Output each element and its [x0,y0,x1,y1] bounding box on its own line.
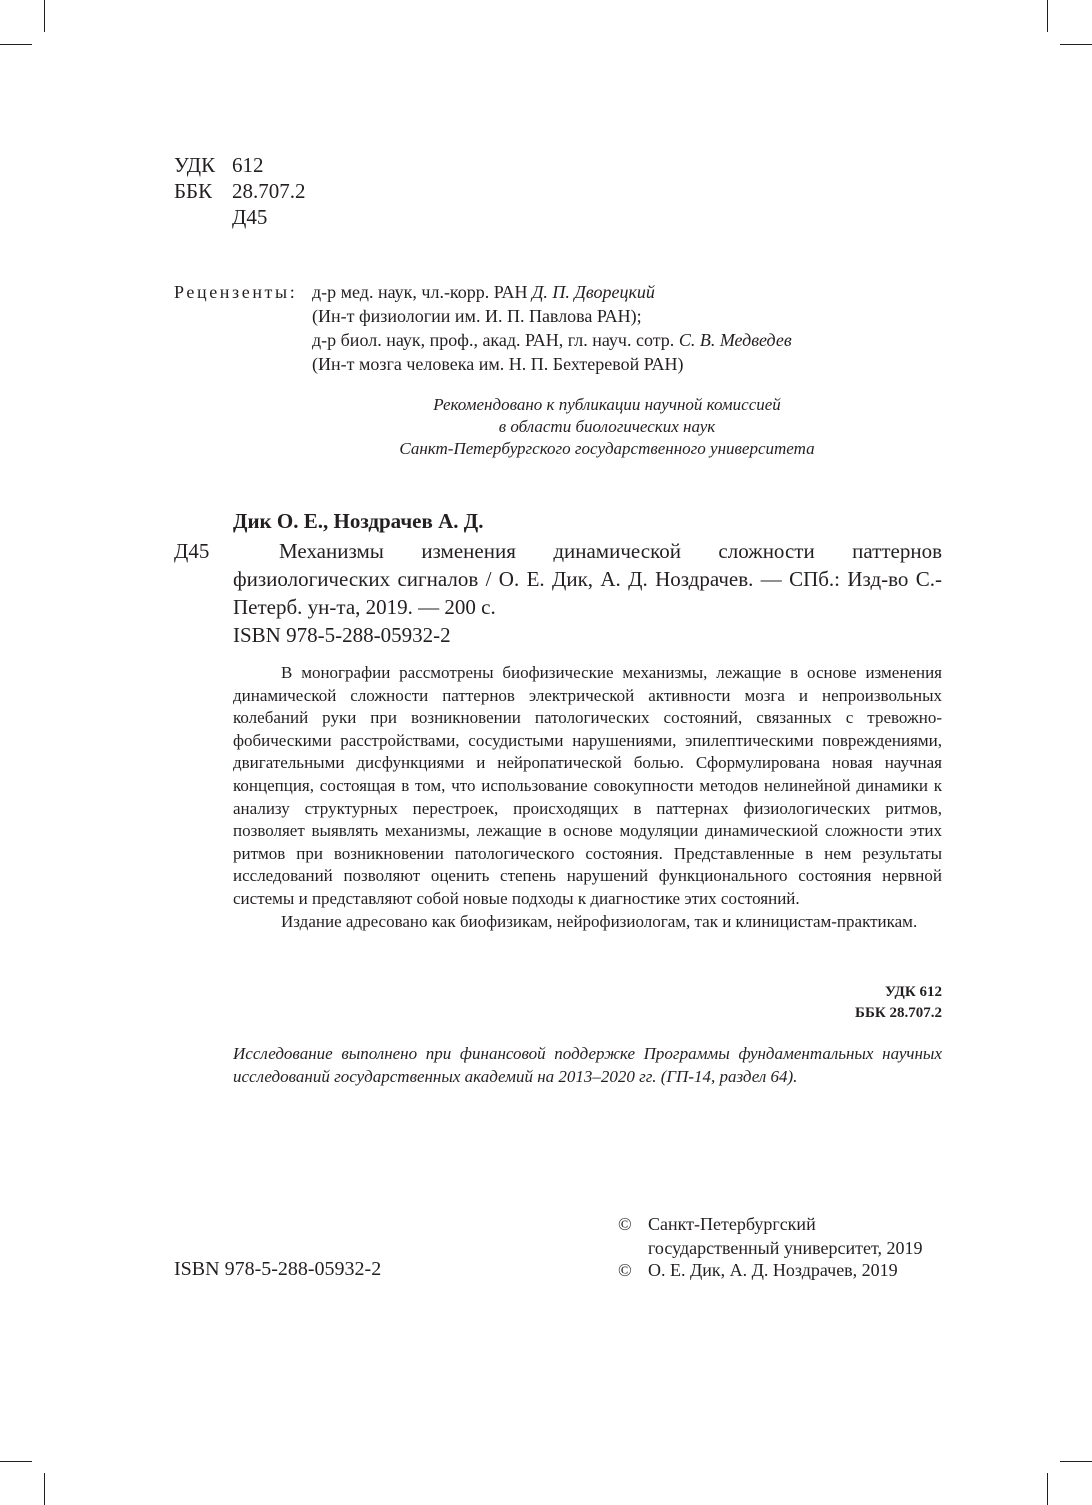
crop-mark [44,0,45,32]
abstract-paragraph: Издание адресовано как биофизикам, нейрофизиологам, так и клиницистам-практикам. [281,911,918,931]
book-isbn: ISBN 978-5-288-05932-2 [233,623,451,647]
abstract [233,662,942,933]
copyright-line: Санкт-Петербургский [648,1214,816,1234]
crop-mark [1060,44,1092,45]
udk-label: УДК [174,153,216,177]
crop-mark [1047,1473,1048,1505]
recommendation [174,394,1040,460]
copyright-line: О. Е. Дик, А. Д. Ноздрачев, 2019 [648,1260,898,1280]
classification-block [174,152,306,230]
copyright-symbol: © [618,1260,632,1280]
recommendation-line: Рекомендовано к публикации научной комиссией [433,395,781,414]
crop-mark [1060,1461,1092,1462]
grant-note: Исследование выполнено при финансовой поддержке Программы фундаментальных научных исследований государственных академий на 2013–2020 гг. (ГП-14, раздел 64). [233,1044,942,1086]
reviewers-list [312,280,792,376]
copyright-line: государственный университет, 2019 [648,1238,923,1258]
recommendation-line: в области биологических наук [498,417,716,436]
udk-code: УДК 612 [885,984,942,1000]
copyright-university [618,1212,923,1260]
classification-codes [600,982,942,1024]
authors-heading: Дик О. Е., Ноздрачев А. Д. [233,509,484,533]
copyright-authors [618,1258,898,1282]
author-mark-side: Д45 [174,539,210,563]
bbk-value: 28.707.2 [232,179,306,203]
isbn-bottom: ISBN 978-5-288-05932-2 [174,1258,382,1280]
reviewer2-name: С. В. Медведев [678,330,792,350]
bbk-label: ББК [174,179,213,203]
reviewer1-degree: д-р мед. наук, чл.-корр. РАН [312,282,532,302]
reviewers-label: Рецензенты: [174,282,298,302]
reviewer1-name: Д. П. Дворецкий [531,282,655,302]
crop-mark [1047,0,1048,32]
bbk-code: ББК 28.707.2 [855,1005,942,1021]
abstract-paragraph: В монографии рассмотрены биофизические механизмы, лежащие в основе изменения динамической сложности паттернов электрической активности мозга и непроизвольных колебаний руки при возникновении патологических состояний, связанных с тревожно-фобическими расстройствами, сосудистыми нарушениями, эпилептическими повреждениями, двигательными дисфункциями и нейропатической болью. Сформулирована новая научная концепция, состоящая в том, что использование совокупности методов нелинейной динамики к анализу структурных перестроек, происходящих в паттернах физиологических ритмов, позволяет выявлять механизмы, лежащие в основе модуляции динамическиой сложности этих ритмов при возникновении патологического состояния. Представленные в нем результаты исследований позволяют оценить степень нарушений функционального состояния нервной системы и представляют собой новые подходы к диагностике этих состояний. [233,663,942,908]
reviewer2-degree: д-р биол. наук, проф., акад. РАН, гл. науч. сотр. [312,330,679,350]
crop-mark [44,1473,45,1505]
reviewer1-affiliation: (Ин-т физиологии им. И. П. Павлова РАН); [312,306,642,326]
recommendation-line: Санкт-Петербургского государственного университета [399,439,815,458]
reviewer2-affiliation: (Ин-т мозга человека им. Н. П. Бехтеревой РАН) [312,354,684,374]
udk-value: 612 [232,153,264,177]
bibliographic-record [233,537,942,649]
crop-mark [0,1461,32,1462]
book-description: Механизмы изменения динамической сложности паттернов физиологических сигналов / О. Е. Дик, А. Д. Ноздрачев. — СПб.: Изд-во С.-Петерб. ун-та, 2019. — 200 с. [233,539,942,619]
crop-mark [0,44,32,45]
author-mark: Д45 [232,205,268,229]
copyright-symbol: © [618,1214,632,1234]
